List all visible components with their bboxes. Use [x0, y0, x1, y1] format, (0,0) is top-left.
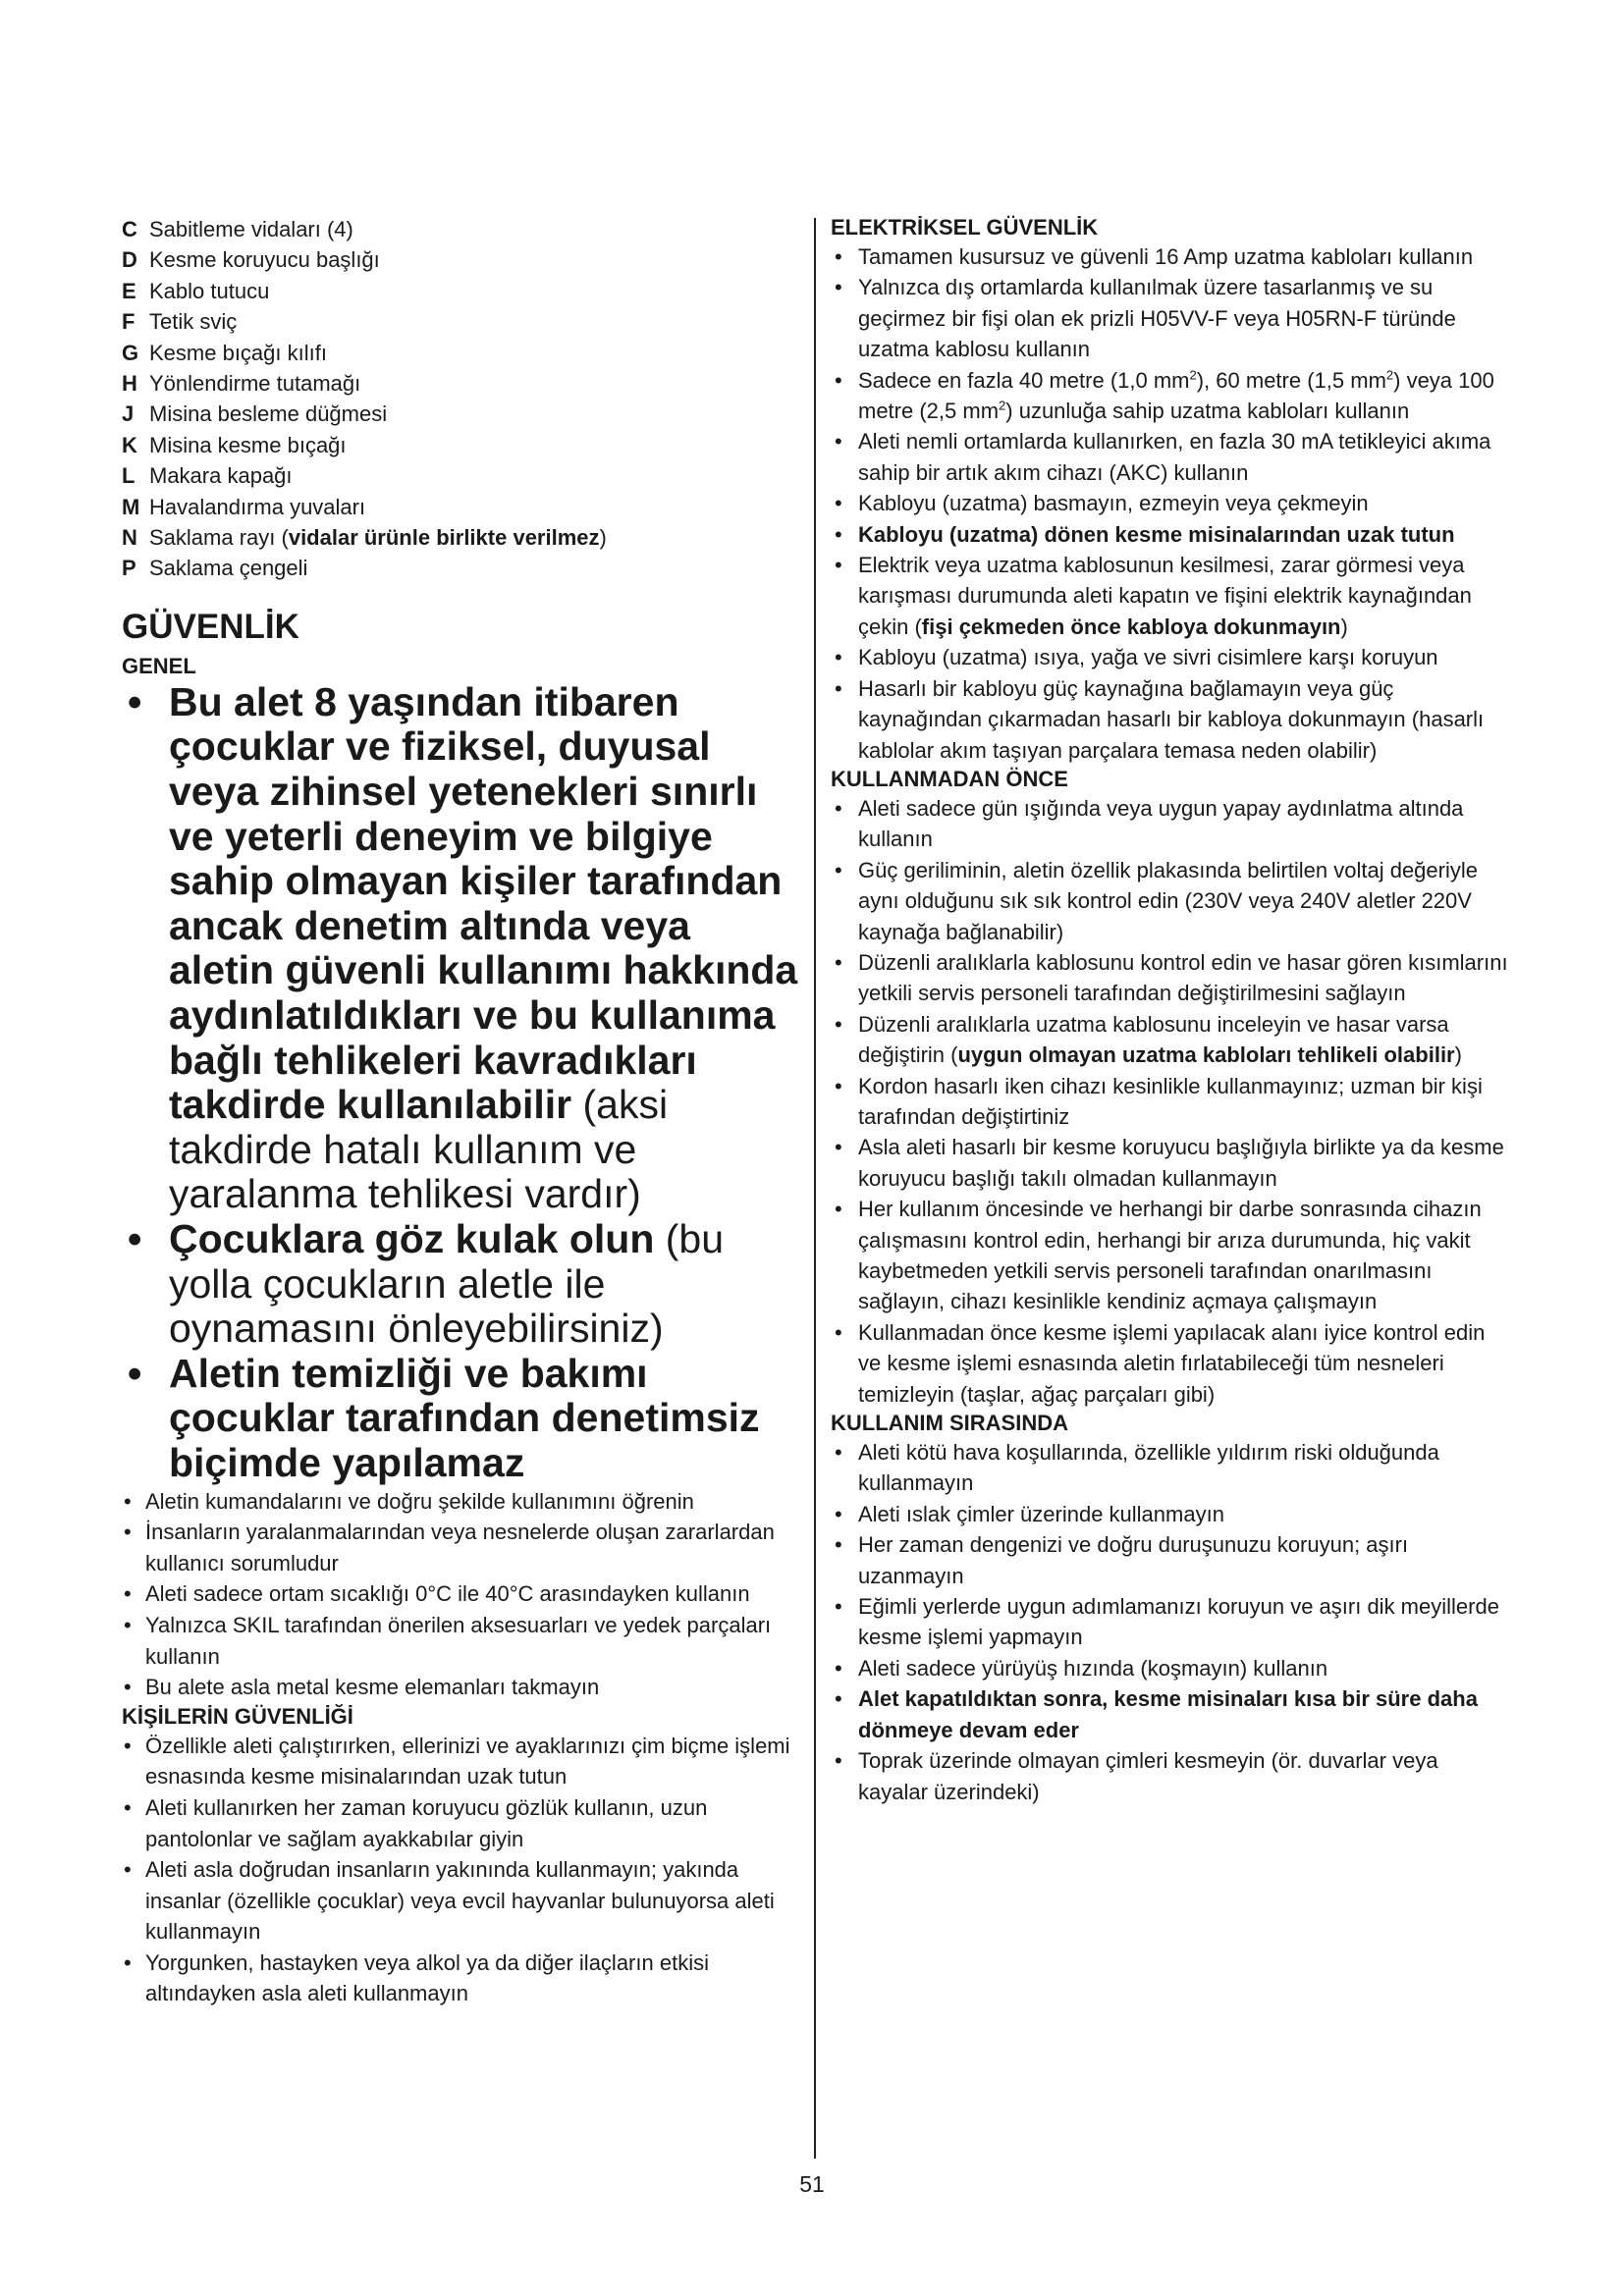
- list-item: • Aleti asla doğrudan insanların yakınında kullanmayın; yakında insanlar (özellikle çocuklar) veya evcil hayvanlar bulunuyorsa aleti kullanmayın: [122, 1854, 799, 1948]
- page-number: 51: [799, 2171, 825, 2197]
- parts-legend-item: K Misina kesme bıçağı: [122, 432, 347, 457]
- list-item: • Asla aleti hasarlı bir kesme koruyucu başlığıyla birlikte ya da kesme koruyucu başlığı takılı olmadan kullanmayın: [831, 1132, 1508, 1194]
- before-use-heading: KULLANMADAN ÖNCE: [831, 766, 1068, 791]
- during-use-list: [831, 1437, 1508, 1807]
- list-item: • Kabloyu (uzatma) basmayın, ezmeyin veya çekmeyin: [831, 488, 1508, 518]
- list-item: • Kabloyu (uzatma) ısıya, yağa ve sivri cisimlere karşı koruyun: [831, 642, 1508, 672]
- parts-legend-item: G Kesme bıçağı kılıfı: [122, 340, 327, 365]
- list-item: • Elektrik veya uzatma kablosunun kesilmesi, zarar görmesi veya karışması durumunda aleti kapatın ve fişini elektrik kaynağından çekin (fişi çekmeden önce kabloya dokunmayın): [831, 550, 1508, 642]
- personal-safety-list: [122, 1731, 799, 2009]
- parts-legend: [122, 214, 799, 584]
- list-item: • Aletin kumandalarını ve doğru şekilde kullanımını öğrenin: [122, 1486, 799, 1518]
- list-item: • Sadece en fazla 40 metre (1,0 $mm^2$), 60 metre (1,5 $mm^2$) veya 100 metre (2,5 $mm^2$) uzunluğa sahip uzatma kabloları kullanın: [831, 365, 1508, 427]
- list-item: • Yalnızca dış ortamlarda kullanılmak üzere tasarlanmış ve su geçirmez bir fişi olan ek prizli H05VV-F veya H05RN-F türünde uzatma kablosu kullanın: [831, 272, 1508, 364]
- electrical-safety-list: [831, 241, 1508, 766]
- list-item: • Kabloyu (uzatma) dönen kesme misinalarından uzak tutun: [831, 519, 1508, 550]
- list-item: • Yalnızca SKIL tarafından önerilen aksesuarları ve yedek parçaları kullanın: [122, 1610, 799, 1672]
- list-item: • Her zaman dengenizi ve doğru duruşunuzu koruyun; aşırı uzanmayın: [831, 1529, 1508, 1591]
- list-item: • Tamamen kusursuz ve güvenli 16 Amp uzatma kabloları kullanın: [831, 241, 1508, 272]
- list-item: • Alet kapatıldıktan sonra, kesme misinaları kısa bir süre daha dönmeye devam eder: [831, 1683, 1508, 1745]
- parts-legend-item: H Yönlendirme tutamağı: [122, 371, 361, 397]
- parts-legend-item: D Kesme koruyucu başlığı: [122, 247, 380, 273]
- list-item: • Hasarlı bir kabloyu güç kaynağına bağlamayın veya güç kaynağından çıkarmadan hasarlı bir kabloya dokunmayın (hasarlı kablolar akım taşıyan parçalara temasa neden olabilir): [831, 673, 1508, 766]
- column-divider: [814, 218, 816, 2159]
- list-item: • Kordon hasarlı iken cihazı kesinlikle kullanmayınız; uzman bir kişi tarafından değiştirtiniz: [831, 1071, 1508, 1133]
- parts-legend-item: P Saklama çengeli: [122, 556, 308, 581]
- personal-safety-heading: KİŞİLERİN GÜVENLİĞİ: [122, 1703, 353, 1729]
- electrical-safety-heading: ELEKTRİKSEL GÜVENLİK: [831, 215, 1099, 240]
- list-item: • Yorgunken, hastayken veya alkol ya da diğer ilaçların etkisi altındayken asla aleti kullanmayın: [122, 1948, 799, 2009]
- parts-legend-item: J Misina besleme düğmesi: [122, 401, 388, 427]
- list-item: • Aleti sadece ortam sıcaklığı 0°C ile 40°C arasındayken kullanın: [122, 1578, 799, 1610]
- warning-item: • Aletin temizliği ve bakımı çocuklar tarafından denetimsiz biçimde yapılamaz: [122, 1352, 799, 1486]
- list-item: • Aleti sadece yürüyüş hızında (koşmayın) kullanın: [831, 1653, 1508, 1683]
- parts-legend-item: L Makara kapağı: [122, 463, 293, 489]
- list-item: • Özellikle aleti çalıştırırken, ellerinizi ve ayaklarınızı çim biçme işlemi esnasında kesme misinalarından uzak tutun: [122, 1731, 799, 1792]
- warning-item: • Bu alet 8 yaşından itibaren çocuklar ve fiziksel, duyusal veya zihinsel yetenekleri sınırlı ve yeterli deneyim ve bilgiye sahip olmayan kişiler tarafından ancak denetim altında veya aletin güvenli kullanımı hakkında aydınlatıldıkları ve bu kullanıma bağlı tehlikeleri kavradıkları takdirde kullanılabilir (aksi takdirde hatalı kullanım ve yaralanma tehlikesi vardır): [122, 680, 799, 1217]
- list-item: • Eğimli yerlerde uygun adımlamanızı koruyun ve aşırı dik meyillerde kesme işlemi yapmayın: [831, 1591, 1508, 1653]
- list-item: • Aleti sadece gün ışığında veya uygun yapay aydınlatma altında kullanın: [831, 793, 1508, 855]
- parts-legend-item: F Tetik sviç: [122, 309, 238, 335]
- parts-legend-item: N Saklama rayı (vidalar ürünle birlikte verilmez): [122, 525, 607, 551]
- parts-legend-item: C Sabitleme vidaları (4): [122, 217, 353, 241]
- list-item: • Güç geriliminin, aletin özellik plakasında belirtilen voltaj değeriyle aynı olduğunu sık sık kontrol edin (230V veya 240V aletler 220V kaynağa bağlanabilir): [831, 855, 1508, 947]
- list-item: • Aleti kullanırken her zaman koruyucu gözlük kullanın, uzun pantolonlar ve sağlam ayakkabılar giyin: [122, 1792, 799, 1854]
- parts-legend-item: E Kablo tutucu: [122, 278, 270, 303]
- safety-heading: GÜVENLİK: [122, 607, 299, 646]
- list-item: • Toprak üzerinde olmayan çimleri kesmeyin (ör. duvarlar veya kayalar üzerindeki): [831, 1745, 1508, 1807]
- list-item: • İnsanların yaralanmalarından veya nesnelerde oluşan zararlardan kullanıcı sorumludur: [122, 1517, 799, 1578]
- parts-legend-item: M Havalandırma yuvaları: [122, 494, 366, 519]
- during-use-heading: KULLANIM SIRASINDA: [831, 1411, 1068, 1436]
- general-heading: GENEL: [122, 653, 196, 678]
- list-item: • Her kullanım öncesinde ve herhangi bir darbe sonrasında cihazın çalışmasını kontrol edin, herhangi bir arıza durumunda, hiç vakit kaybetmeden yetkili servis personeli tarafından onarılmasını sağlayın, cihazı kesinlikle kendiniz açmaya çalışmayın: [831, 1194, 1508, 1317]
- general-list: [122, 1486, 799, 1703]
- list-item: • Bu alete asla metal kesme elemanları takmayın: [122, 1672, 799, 1703]
- general-key-warnings: [122, 680, 799, 1486]
- list-item: • Kullanmadan önce kesme işlemi yapılacak alanı iyice kontrol edin ve kesme işlemi esnasında aletin fırlatabileceği tüm nesneleri temizleyin (taşlar, ağaç parçaları gibi): [831, 1317, 1508, 1410]
- right-column: [831, 214, 1508, 1807]
- list-item: • Aleti nemli ortamlarda kullanırken, en fazla 30 mA tetikleyici akıma sahip bir artık akım cihazı (AKC) kullanın: [831, 426, 1508, 488]
- list-item: • Düzenli aralıklarla kablosunu kontrol edin ve hasar gören kısımlarını yetkili servis personeli tarafından değiştirilmesini sağlayın: [831, 947, 1508, 1009]
- list-item: • Düzenli aralıklarla uzatma kablosunu inceleyin ve hasar varsa değiştirin (uygun olmayan uzatma kabloları tehlikeli olabilir): [831, 1009, 1508, 1071]
- list-item: • Aleti ıslak çimler üzerinde kullanmayın: [831, 1499, 1508, 1529]
- left-column: [122, 214, 799, 2009]
- before-use-list: [831, 793, 1508, 1410]
- list-item: • Aleti kötü hava koşullarında, özellikle yıldırım riski olduğunda kullanmayın: [831, 1437, 1508, 1499]
- warning-item: • Çocuklara göz kulak olun (bu yolla çocukların aletle ile oynamasını önleyebilirsiniz): [122, 1217, 799, 1352]
